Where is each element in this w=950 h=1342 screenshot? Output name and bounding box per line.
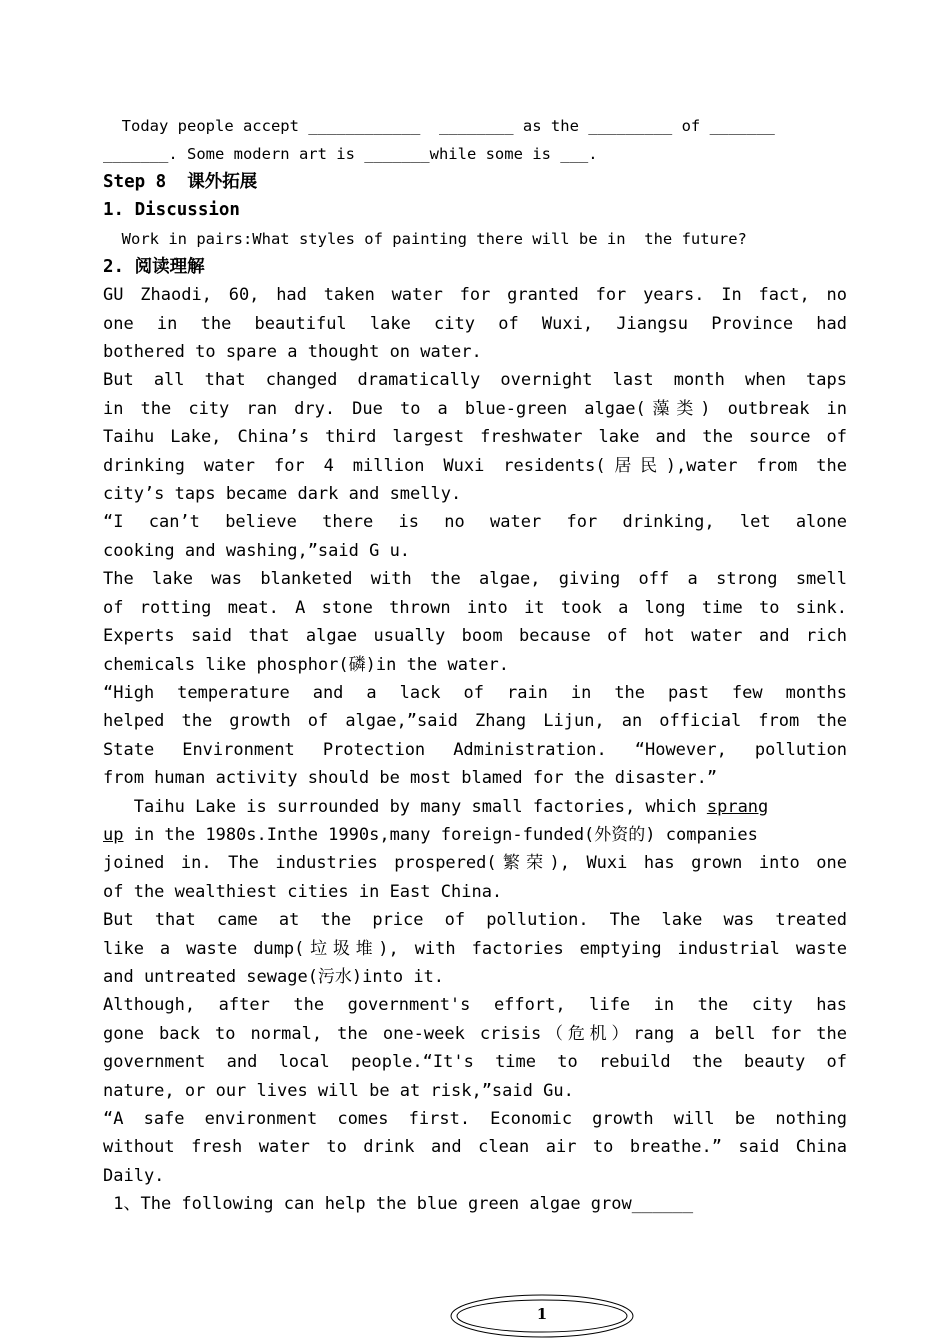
passage-line: government and local people.“It's time to rebuild the beauty of xyxy=(103,1052,847,1073)
passage-line: gone back to normal, the one-week crisis（危机）rang a bell for the xyxy=(103,1023,847,1044)
passage-line: Daily. xyxy=(103,1165,165,1186)
passage-line: bothered to spare a thought on water. xyxy=(103,342,482,363)
passage-line: “A safe environment comes first. Economic growth will be nothing xyxy=(103,1109,847,1129)
step8-heading: Step 8 课外拓展 xyxy=(103,172,258,192)
passage-line: State Environment Protection Administration. “However, pollution xyxy=(103,739,847,760)
passage-line-up xyxy=(103,821,847,849)
passage-line: nature, or our lives will be at risk,”said Gu. xyxy=(103,1080,574,1101)
passage-line: from human activity should be most blamed for the disaster.” xyxy=(103,768,718,789)
passage-line: “High temperature and a lack of rain in the past few months xyxy=(103,682,847,703)
passage-line: city’s taps became dark and smelly. xyxy=(103,484,462,505)
discussion-heading: 1. Discussion xyxy=(103,200,240,221)
page-number: 1 xyxy=(536,1305,548,1323)
passage-line: GU Zhaodi, 60, had taken water for granted for years. In fact, no xyxy=(103,285,847,306)
passage-line: helped the growth of algae,”said Zhang Lijun, an official from the xyxy=(103,711,847,732)
passage-line-sprang xyxy=(103,793,847,821)
passage-line: The lake was blanketed with the algae, giving off a strong smell xyxy=(103,569,847,590)
passage-line: of rotting meat. A stone thrown into it took a long time to sink. xyxy=(103,597,847,618)
passage-line: Experts said that algae usually boom because of hot water and rich xyxy=(103,626,847,647)
reading-heading: 2. 阅读理解 xyxy=(103,256,205,277)
passage-text: Taihu Lake is surrounded by many small factories, which xyxy=(103,796,707,817)
passage-line: like a waste dump(垃圾堆), with factories emptying industrial waste xyxy=(103,938,847,959)
passage-line: of the wealthiest cities in East China. xyxy=(103,881,503,902)
passage-line: But that came at the price of pollution. The lake was treated xyxy=(103,910,847,931)
passage-line: Taihu Lake, China’s third largest freshwater lake and the source of xyxy=(103,427,847,448)
passage-text: in the 1980s.Inthe 1990s,many foreign-funded(外资的) companies xyxy=(123,824,758,845)
passage-line: one in the beautiful lake city of Wuxi, Jiangsu Province had xyxy=(103,313,847,334)
passage-line: Although, after the government's effort, life in the city has xyxy=(103,995,847,1016)
intro-line-1: Today people accept ____________ ________ as the _________ of _______ xyxy=(103,117,775,135)
passage-line: But all that changed dramatically overnight last month when taps xyxy=(103,370,847,391)
underlined-word: up xyxy=(103,824,124,845)
question-1: 1、The following can help the blue green algae grow______ xyxy=(103,1194,694,1215)
intro-line-2: _______. Some modern art is _______while some is ___. xyxy=(103,145,598,163)
passage-line: joined in. The industries prospered(繁荣), Wuxi has grown into one xyxy=(103,853,847,874)
discussion-prompt: Work in pairs:What styles of painting there will be in the future? xyxy=(103,229,747,248)
reading-passage xyxy=(103,281,847,1190)
passage-line: without fresh water to drink and clean air to breathe.” said China xyxy=(103,1137,847,1158)
passage-line: in the city ran dry. Due to a blue-green algae(藻类) outbreak in xyxy=(103,398,847,419)
document-page xyxy=(103,112,847,1219)
passage-line: cooking and washing,”said G u. xyxy=(103,540,411,561)
passage-line: “I can’t believe there is no water for drinking, let alone xyxy=(103,512,847,533)
passage-line: chemicals like phosphor(磷)in the water. xyxy=(103,654,509,675)
passage-line: drinking water for 4 million Wuxi residents(居民),water from the xyxy=(103,455,847,476)
passage-line: and untreated sewage(污水)into it. xyxy=(103,966,445,987)
underlined-word: sprang xyxy=(706,796,769,817)
